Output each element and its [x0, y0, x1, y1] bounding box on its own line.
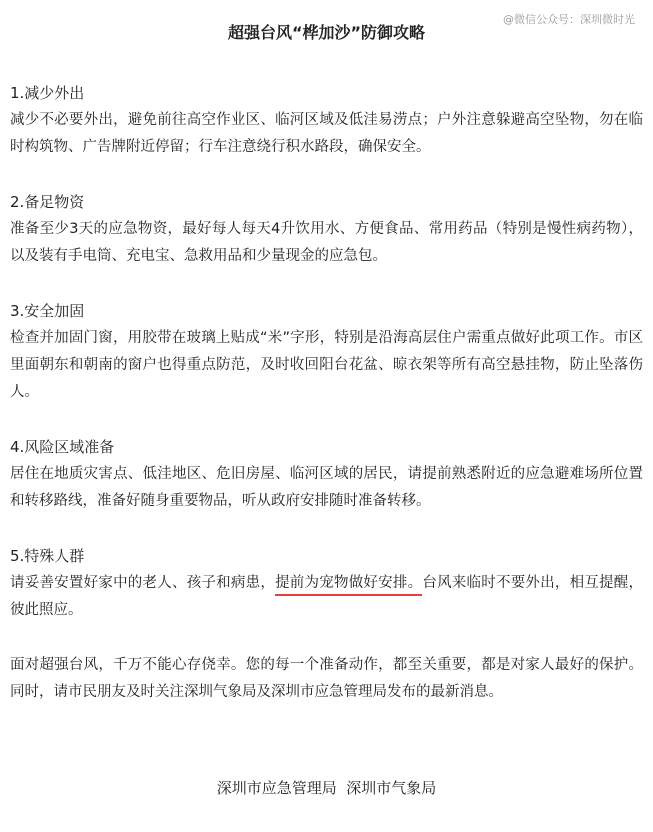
signature-line	[0, 777, 653, 798]
section-heading: 5.特殊人群	[10, 547, 85, 565]
article-body	[10, 80, 643, 706]
section-paragraph: 准备至少3天的应急物资，最好每人每天4升饮用水、方便食品、常用药品（特别是慢性病药物），以及装有手电筒、充电宝、急救用品和少量现金的应急包。	[10, 221, 643, 264]
paragraph-text: 请妥善安置好家中的老人、孩子和病患，	[10, 575, 276, 591]
section-risk-areas	[10, 434, 643, 515]
highlighted-text: 提前为宠物做好安排。	[275, 575, 422, 596]
section-paragraph: 检查并加固门窗，用胶带在玻璃上贴成“米”字形，特别是沿海高层住户需重点做好此项工作。市区里面朝东和朝南的窗户也得重点防范，及时收回阳台花盆、晾衣架等所有高空悬挂物，防止坠落伤人。	[10, 330, 643, 400]
section-heading: 2.备足物资	[10, 193, 85, 211]
section-reduce-outings	[10, 80, 643, 161]
section-paragraph: 减少不必要外出，避免前往高空作业区、临河区域及低洼易涝点；户外注意躲避高空坠物，勿在临时构筑物、广告牌附近停留；行车注意绕行积水路段，确保安全。	[10, 112, 643, 155]
section-heading: 3.安全加固	[10, 302, 85, 320]
watermark-text: @微信公众号：深圳微时光	[503, 13, 635, 26]
section-paragraph	[10, 570, 643, 624]
section-paragraph: 居住在地质灾害点、低洼地区、危旧房屋、临河区域的居民，请提前熟悉附近的应急避难场所位置和转移路线，准备好随身重要物品，听从政府安排随时准备转移。	[10, 466, 643, 509]
section-special-groups	[10, 543, 643, 624]
signature-text: 深圳市应急管理局 深圳市气象局	[216, 779, 437, 797]
paragraph-text: 台风来临时不要外出，相互提醒，彼此照应。	[10, 575, 644, 618]
page-title: 超强台风“桦加沙”防御攻略	[227, 23, 426, 42]
section-supplies	[10, 189, 643, 270]
section-reinforcement	[10, 298, 643, 406]
section-heading: 1.减少外出	[10, 84, 85, 102]
section-heading: 4.风险区域准备	[10, 438, 115, 456]
closing-paragraph: 面对超强台风，千万不能心存侥幸。您的每一个准备动作，都至关重要，都是对家人最好的保护。同时，请市民朋友及时关注深圳气象局及深圳市应急管理局发布的最新消息。	[10, 657, 643, 700]
